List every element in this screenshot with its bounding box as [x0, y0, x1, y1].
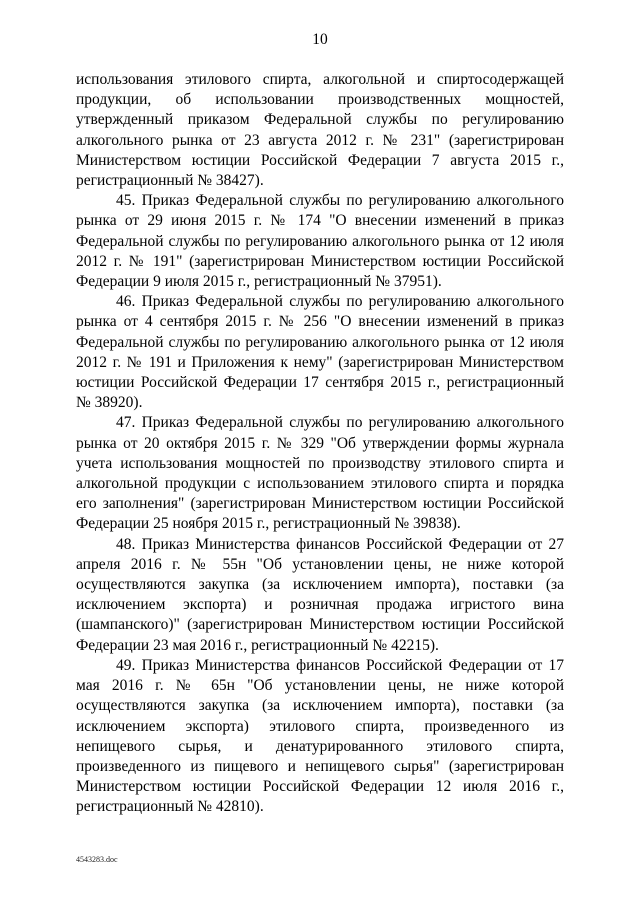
list-item-46: 46. Приказ Федеральной службы по регулированию алкогольного рынка от 4 сентября 2015 г. № 256 "О внесении изменений в приказ Федеральной службы по регулированию алкогольного рынка от 12 июля 2012 г. № 191 и Приложения к нему" (зарегистрирован Министерством юстиции Российской Федерации 17 сентября 2015 г., регистрационный № 38920).: [76, 293, 564, 412]
list-item-47: 47. Приказ Федеральной службы по регулированию алкогольного рынка от 20 октября 2015 г. № 329 "Об утверждении формы журнала учета использования мощностей по производству этилового спирта и алкогольной продукции с использованием этилового спирта и порядка его заполнения" (зарегистрирован Министерством юстиции Российской Федерации 25 ноября 2015 г., регистрационный № 39838).: [76, 414, 564, 533]
list-item-48: 48. Приказ Министерства финансов Российской Федерации от 27 апреля 2016 г. № 55н "Об установлении цены, не ниже которой осуществляются закупка (за исключением импорта), поставки (за исключением экспорта) и розничная продажа игристого вина (шампанского)" (зарегистрирован Министерством юстиции Российской Федерации 23 мая 2016 г., регистрационный № 42215).: [76, 535, 564, 654]
list-item-49: 49. Приказ Министерства финансов Российской Федерации от 17 мая 2016 г. № 65н "Об установлении цены, не ниже которой осуществляются закупка (за исключением импорта), поставки (за исключением экспорта) этилового спирта, произведенного из непищевого сырья, и денатурированного этилового спирта, произведенного из пищевого и непищевого сырья" (зарегистрирован Министерством юстиции Российской Федерации 12 июля 2016 г., регистрационный № 42810).: [76, 656, 564, 816]
paragraph-continuation: использования этилового спирта, алкогольной и спиртосодержащей продукции, об использовании производственных мощностей, утвержденный приказом Федеральной службы по регулированию алкогольного рынка от 23 августа 2012 г. № 231" (зарегистрирован Министерством юстиции Российской Федерации 7 августа 2015 г., регистрационный № 38427).: [76, 71, 564, 190]
document-file-code: 4543283.doc: [76, 855, 118, 864]
page-number: 10: [312, 31, 328, 48]
list-item-45: 45. Приказ Федеральной службы по регулированию алкогольного рынка от 29 июня 2015 г. № 174 "О внесении изменений в приказ Федеральной службы по регулированию алкогольного рынка от 12 июля 2012 г. № 191" (зарегистрирован Министерством юстиции Российской Федерации 9 июля 2015 г., регистрационный № 37951).: [76, 192, 564, 291]
document-body: [76, 70, 564, 818]
